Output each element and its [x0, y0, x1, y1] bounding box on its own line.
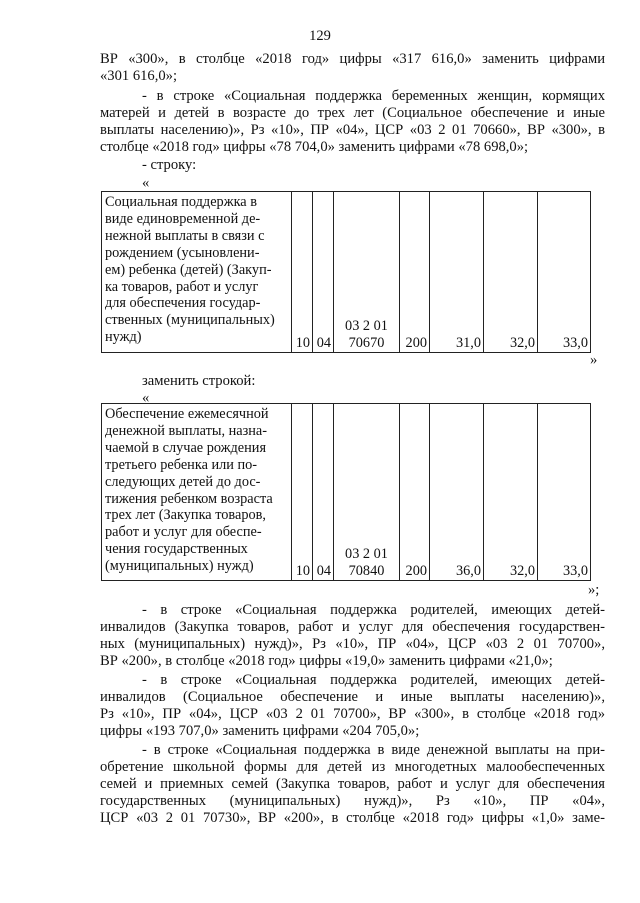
budget-table-old-row: [101, 191, 591, 353]
vr-cell: 200: [400, 192, 430, 353]
row-name-cell: Социальная поддержка в виде единовременной де- нежной выплаты в связи с рождением (усыновлени- ем) ребенка (детей) (Закуп- ка товаров, работ и услуг для обеспечения государ- ственных (муниципальных) нужд): [102, 192, 292, 353]
table-row: [102, 404, 591, 581]
close-quote: »;: [588, 582, 600, 598]
value-2019-cell: 32,0: [484, 404, 538, 581]
csr-cell: 03 2 01 70670: [334, 192, 400, 353]
para5-line: - в строке «Социальная поддержка в виде денежной выплаты на при-: [142, 742, 605, 758]
para4-line: инвалидов (Социальное обеспечение и иные выплаты населению)»,: [100, 689, 605, 705]
para3-line: ных (муниципальных) нужд)», Рз «10», ПР «04», ЦСР «03 2 01 70700»,: [100, 636, 605, 652]
table-row: [102, 192, 591, 353]
pr-cell: 04: [313, 192, 334, 353]
label-replace: заменить строкой:: [142, 373, 256, 389]
para3-line: - в строке «Социальная поддержка родителей, имеющих детей-: [142, 602, 605, 618]
para4-line: Рз «10», ПР «04», ЦСР «03 2 01 70700», ВР «300», в столбце «2018 год»: [100, 706, 605, 722]
para3-line: ВР «200», в столбце «2018 год» цифры «19,0» заменить цифрами «21,0»;: [100, 653, 553, 669]
para2-line: столбце «2018 год» цифры «78 704,0» заменить цифрами «78 698,0»;: [100, 139, 529, 155]
value-2018-cell: 31,0: [430, 192, 484, 353]
rz-cell: 10: [292, 404, 313, 581]
para1-line: «301 616,0»;: [100, 68, 178, 84]
para4-line: цифры «193 707,0» заменить цифрами «204 705,0»;: [100, 723, 420, 739]
row-name-cell: Обеспечение ежемесячной денежной выплаты, назна- чаемой в случае рождения третьего ребенка или по- следующих детей до дос- тижения ребенком возраста трех лет (Закупка товаров, работ и услуг для обеспе- чения государственных (муниципальных) нужд): [102, 404, 292, 581]
para2-line: матерей и детей в возрасте до трех лет (Социальное обеспечение и иные: [100, 105, 605, 121]
label-row: - строку:: [142, 157, 197, 173]
para3-line: инвалидов (Закупка товаров, работ и услуг для обеспечения государствен-: [100, 619, 605, 635]
para2-line: выплаты населению)», Рз «10», ПР «04», ЦСР «03 2 01 70660», ВР «300», в: [100, 122, 605, 138]
page-number: 129: [309, 28, 331, 44]
para2-line: - в строке «Социальная поддержка беременных женщин, кормящих: [142, 88, 605, 104]
value-2020-cell: 33,0: [538, 192, 591, 353]
para5-line: обретение школьной формы для детей из многодетных малообеспеченных: [100, 759, 605, 775]
para5-line: ЦСР «03 2 01 70730», ВР «200», в столбце «2018 год» цифры «1,0» заме-: [100, 810, 605, 826]
value-2018-cell: 36,0: [430, 404, 484, 581]
csr-cell: 03 2 01 70840: [334, 404, 400, 581]
para4-line: - в строке «Социальная поддержка родителей, имеющих детей-: [142, 672, 605, 688]
rz-cell: 10: [292, 192, 313, 353]
open-quote: «: [142, 390, 150, 406]
budget-table-new-row: [101, 403, 591, 581]
para5-line: государственных (муниципальных) нужд)», Рз «10», ПР «04»,: [100, 793, 605, 809]
open-quote: «: [142, 175, 150, 191]
pr-cell: 04: [313, 404, 334, 581]
value-2019-cell: 32,0: [484, 192, 538, 353]
value-2020-cell: 33,0: [538, 404, 591, 581]
vr-cell: 200: [400, 404, 430, 581]
para1-line: ВР «300», в столбце «2018 год» цифры «317 616,0» заменить цифрами: [100, 51, 605, 67]
close-quote: »: [590, 352, 598, 368]
para5-line: семей и приемных семей (Закупка товаров, работ и услуг для обеспечения: [100, 776, 605, 792]
